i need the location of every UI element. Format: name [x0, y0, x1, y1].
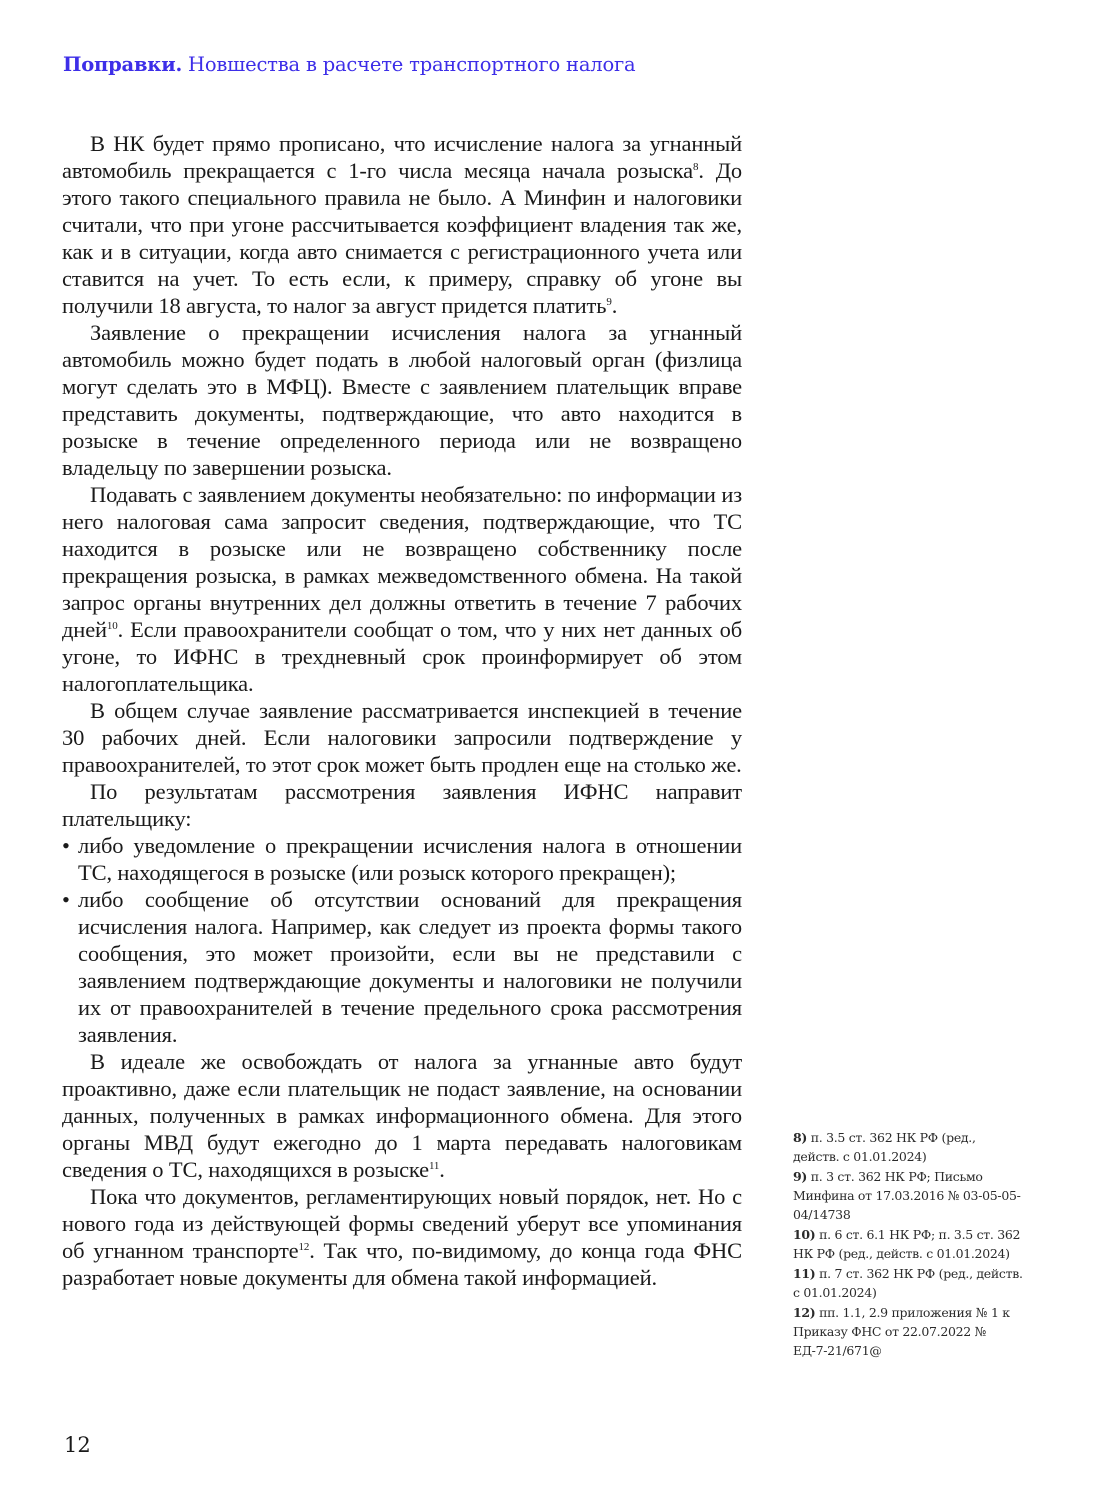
page-number: 12 — [64, 1433, 91, 1457]
footnote-ref-9[interactable]: 9 — [606, 296, 612, 308]
outcome-list — [62, 832, 742, 1048]
paragraph-5: По результатам рассмотрения заявления ИФНС направит плательщику: — [62, 779, 742, 831]
header-rubric: Поправки. — [63, 53, 183, 76]
header-title: Новшества в расчете транспортного налога — [188, 53, 636, 76]
paragraph-4: В общем случае заявление рассматривается инспекцией в течение 30 рабочих дней. Если налоговики запросили подтверждение у правоохранителей, то этот срок может быть продлен еще на столько же. — [62, 698, 742, 777]
bullet-icon: • — [62, 887, 70, 912]
footnote-ref-8[interactable]: 8 — [692, 161, 699, 173]
running-header — [63, 53, 635, 76]
paragraph-3: Подавать с заявлением документы необязательно: по информации из него налоговая сама запросит сведения, подтверждающие, что ТС находится в розыске или не возвращено собственнику после прекращения розыска, в рамках межведомственного обмена. На такой запрос органы внутренних дел должны ответить в течение 7 рабочих дней$^{10}$. Если правоохранители сообщат о том, что у них нет данных об угоне, то ИФНС в трехдневный срок проинформирует об этом налогоплательщика. — [62, 482, 742, 696]
footnote-11: 11) п. 7 ст. 362 НК РФ (ред., действ. с 01.01.2024) — [793, 1266, 1023, 1300]
list-item: • либо сообщение об отсутствии оснований для прекращения исчисления налога. Например, как следует из проекта формы такого сообщения, это может произойти, если вы не представили с заявлением подтверждающие документы и налоговики не получили их от правоохранителей в течение предельного срока рассмотрения заявления. — [62, 887, 742, 1047]
paragraph-2: Заявление о прекращении исчисления налога за угнанный автомобиль можно будет подать в любой налоговый орган (физлица могут сделать это в МФЦ). Вместе с заявлением плательщик вправе представить документы, подтверждающие, что авто находится в розыске в течение определенного периода или не возвращено владельцу по завершении розыска. — [62, 320, 742, 480]
paragraph-7: Пока что документов, регламентирующих новый порядок, нет. Но с нового года из действующей формы сведений уберут все упоминания об угнанном транспорте$^{12}$. Так что, по-видимому, до конца года ФНС разработает новые документы для обмена такой информацией. — [62, 1184, 742, 1290]
footnote-10: 10) п. 6 ст. 6.1 НК РФ; п. 3.5 ст. 362 НК РФ (ред., действ. с 01.01.2024) — [793, 1227, 1021, 1261]
list-item: • либо уведомление о прекращении исчисления налога в отношении ТС, находящегося в розыске (или розыск которого прекращен); — [62, 833, 742, 885]
bullet-icon: • — [62, 833, 70, 858]
paragraph-1: В НК будет прямо прописано, что исчисление налога за угнанный автомобиль прекращается с 1-го числа месяца начала розыска$^8$. До этого такого специального правила не было. А Минфин и налоговики считали, что при угоне рассчитывается коэффициент владения так же, как и в ситуации, когда авто снимается с регистрационного учета или ставится на учет. То есть если, к примеру, справку об угоне вы получили 18 августа, то налог за август придется платить$^9$. — [62, 131, 742, 318]
footnote-8: 8) п. 3.5 ст. 362 НК РФ (ред., действ. с 01.01.2024) — [793, 1130, 976, 1164]
sidenotes — [793, 1128, 1023, 1361]
paragraph-6: В идеале же освобождать от налога за угнанные авто будут проактивно, даже если плательщик не подаст заявление, на основании данных, полученных в рамках информационного обмена. Для этого органы МВД будут ежегодно до 1 марта передавать налоговикам сведения о ТС, находящихся в розыске$^{11}$. — [62, 1049, 742, 1182]
article-body — [62, 130, 742, 1291]
footnote-ref-11[interactable]: 11 — [428, 1160, 440, 1172]
footnote-9: 9) п. 3 ст. 362 НК РФ; Письмо Минфина от 17.03.2016 № 03-05-05-04/14738 — [793, 1169, 1021, 1222]
footnote-ref-12[interactable]: 12 — [298, 1241, 310, 1253]
footnote-ref-10[interactable]: 10 — [106, 620, 118, 632]
footnote-12: 12) пп. 1.1, 2.9 приложения № 1 к Приказу ФНС от 22.07.2022 № ЕД-7-21/671@ — [793, 1305, 1010, 1358]
